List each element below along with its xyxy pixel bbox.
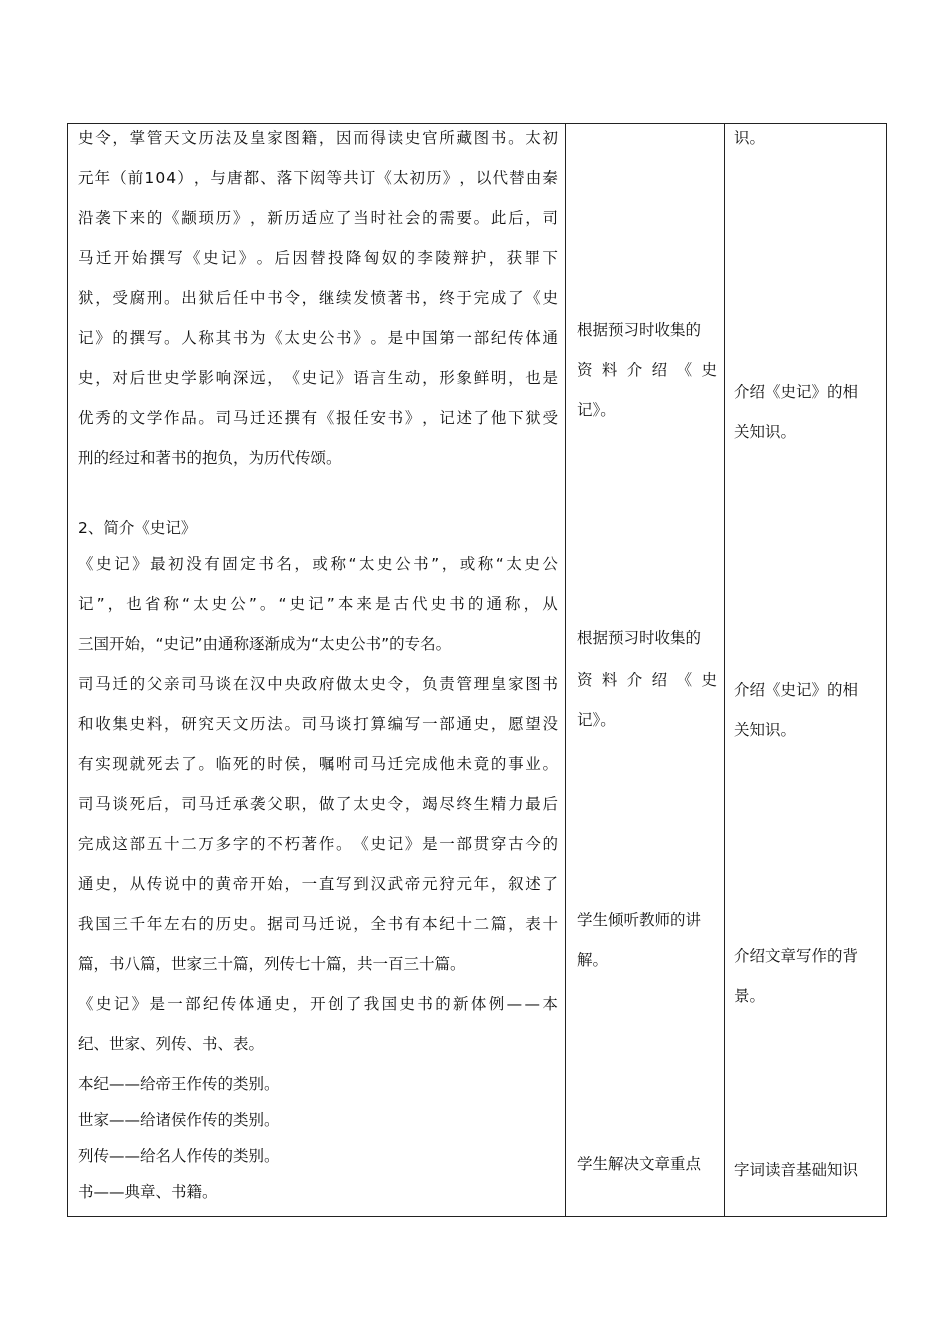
content-line: 史 令 ， 掌 管 天 文 历 法 及 皇 家 图 籍 ， 因 而 得 读 史 官 所 藏 图 书 。 太 初: [78, 129, 558, 147]
content-line: 刑的经过和著书的抱负，为历代传颂。: [78, 449, 342, 467]
intent-line: 关知识。: [734, 721, 797, 739]
content-line: 有 实 现 就 死 去 了 。 临 死 的 时 侯 ， 嘱 咐 司 马 迁 完 成 他 未 竟 的 事 业 。: [78, 755, 558, 773]
column-divider: [565, 124, 566, 1216]
content-line: 《 史 记 》 最 初 没 有 固 定 书 名 ， 或 称 “ 太 史 公 书 ” ， 或 称 “ 太 史 公: [78, 555, 558, 573]
content-line: 司 马 谈 死 后 ， 司 马 迁 承 袭 父 职 ， 做 了 太 史 令 ， 竭 尽 终 生 精 力 最 后: [78, 795, 558, 813]
content-line: 我 国 三 千 年 左 右 的 历 史 。 据 司 马 迁 说 ， 全 书 有 本 纪 十 二 篇 ， 表 十: [78, 915, 558, 933]
activity-line: 解。: [577, 951, 609, 969]
content-line: 完 成 这 部 五 十 二 万 多 字 的 不 朽 著 作 。 《 史 记 》 是 一 部 贯 穿 古 今 的: [78, 835, 558, 853]
column-divider: [724, 124, 725, 1216]
content-line: 和 收 集 史 料 ， 研 究 天 文 历 法 。 司 马 谈 打 算 编 写 一 部 通 史 ， 愿 望 没: [78, 715, 558, 733]
activity-line: 资 料 介 绍 《 史: [577, 361, 717, 379]
intent-line: 介绍《史记》的相: [734, 383, 859, 401]
intent-line: 介绍文章写作的背: [734, 947, 859, 965]
content-line: 列传——给名人作传的类别。: [78, 1147, 280, 1165]
activity-line: 学生倾听教师的讲: [577, 911, 702, 929]
activity-line: 记》。: [577, 401, 616, 419]
content-line: 《 史 记 》 是 一 部 纪 传 体 通 史 ， 开 创 了 我 国 史 书 的 新 体 例 — — 本: [78, 995, 558, 1013]
content-line: 书——典章、书籍。: [78, 1183, 218, 1201]
content-line: 纪、世家、列传、书、表。: [78, 1035, 265, 1053]
activity-line: 资 料 介 绍 《 史: [577, 671, 717, 689]
intent-line: 景。: [734, 987, 766, 1005]
content-column: [78, 124, 558, 1216]
intent-line: 关知识。: [734, 423, 797, 441]
content-line: 狱 ， 受 腐 刑 。 出 狱 后 任 中 书 令 ， 继 续 发 愤 著 书 ， 终 于 完 成 了 《 史: [78, 289, 558, 307]
intent-line: 识。: [734, 129, 766, 147]
content-line: 司 马 迁 的 父 亲 司 马 谈 在 汉 中 央 政 府 做 太 史 令 ， 负 责 管 理 皇 家 图 书: [78, 675, 558, 693]
activity-line: 记》。: [577, 711, 616, 729]
design-intent-column: [734, 124, 880, 1216]
content-line: 篇，书八篇，世家三十篇，列传七十篇，共一百三十篇。: [78, 955, 466, 973]
lesson-table: [67, 123, 887, 1217]
activity-line: 学生解决文章重点: [577, 1155, 702, 1173]
activity-line: 根据预习时收集的: [577, 629, 702, 647]
content-line: 沿 袭 下 来 的 《 颛 顼 历 》 ， 新 历 适 应 了 当 时 社 会 的 需 要 。 此 后 ， 司: [78, 209, 558, 227]
content-line: 记 》 的 撰 写 。 人 称 其 书 为 《 太 史 公 书 》 。 是 中 国 第 一 部 纪 传 体 通: [78, 329, 558, 347]
activity-line: 根据预习时收集的: [577, 321, 702, 339]
content-line: 三国开始，“史记”由通称逐渐成为“太史公书”的专名。: [78, 635, 452, 653]
content-line: 史 ， 对 后 世 史 学 影 响 深 远 ， 《 史 记 》 语 言 生 动 ， 形 象 鲜 明 ， 也 是: [78, 369, 558, 387]
section-heading: 2、简介《史记》: [78, 519, 197, 537]
content-line: 优 秀 的 文 学 作 品 。 司 马 迁 还 撰 有 《 报 任 安 书 》 ， 记 述 了 他 下 狱 受: [78, 409, 558, 427]
intent-line: 介绍《史记》的相: [734, 681, 859, 699]
content-line: 马 迁 开 始 撰 写 《 史 记 》 。 后 因 替 投 降 匈 奴 的 李 陵 辩 护 ， 获 罪 下: [78, 249, 558, 267]
content-line: 本纪——给帝王作传的类别。: [78, 1075, 280, 1093]
content-line: 记 ” ， 也 省 称 “ 太 史 公 ” 。 “ 史 记 ” 本 来 是 古 代 史 书 的 通 称 ， 从: [78, 595, 558, 613]
content-line: 世家——给诸侯作传的类别。: [78, 1111, 280, 1129]
content-line: 通 史 ， 从 传 说 中 的 黄 帝 开 始 ， 一 直 写 到 汉 武 帝 元 狩 元 年 ， 叙 述 了: [78, 875, 558, 893]
student-activity-column: [577, 124, 717, 1216]
content-line: 元 年 （ 前 1 0 4 ） ， 与 唐 都 、 落 下 闳 等 共 订 《 太 初 历 》 ， 以 代 替 由 秦: [78, 169, 558, 187]
intent-line: 字词读音基础知识: [734, 1161, 859, 1179]
